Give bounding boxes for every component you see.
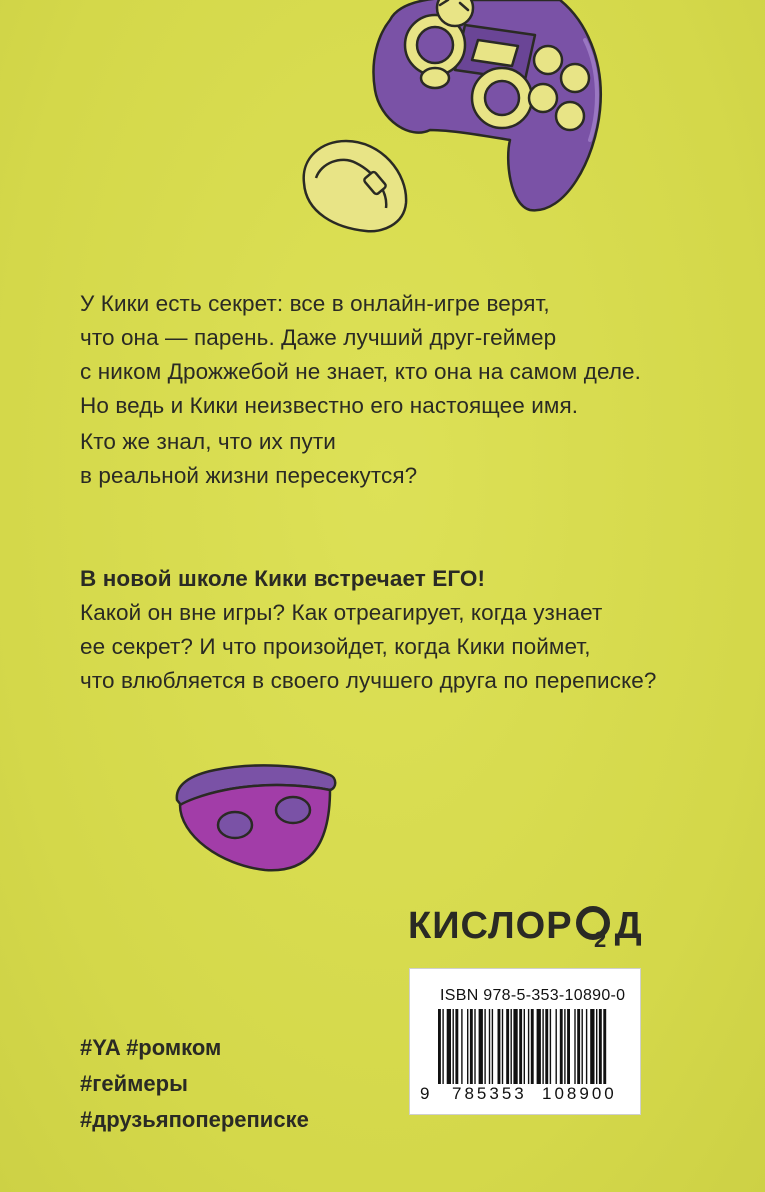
description-line: ее секрет? И что произойдет, когда Кики поймет, xyxy=(80,634,591,659)
barcode-bar xyxy=(545,1009,548,1084)
barcode-bar xyxy=(564,1009,565,1084)
barcode-bar xyxy=(550,1009,551,1084)
description-line: в реальной жизни пересекутся? xyxy=(80,463,418,488)
barcode-bar xyxy=(506,1009,509,1084)
barcode-bar xyxy=(502,1009,503,1084)
barcode-bar xyxy=(567,1009,570,1084)
logo-subscript: 2 xyxy=(593,927,607,948)
description-paragraph-3 xyxy=(80,562,657,698)
barcode-bar xyxy=(577,1009,580,1084)
logo-suffix: Д xyxy=(614,904,643,947)
barcode-bar xyxy=(560,1009,563,1084)
publisher-logo xyxy=(408,904,643,948)
description-line: с ником Дрожжебой не знает, кто она на самом деле. xyxy=(80,359,642,384)
barcode-bar xyxy=(556,1009,557,1084)
barcode-bar xyxy=(461,1009,462,1084)
isbn-text: ISBN 978-5-353-10890-0 xyxy=(440,987,626,1004)
description-line: что влюбляется в своего лучшего друга по переписке? xyxy=(80,668,657,693)
barcode-bar xyxy=(453,1009,454,1084)
barcode-bar xyxy=(498,1009,501,1084)
barcode-bar xyxy=(531,1009,534,1084)
barcode-bar xyxy=(467,1009,468,1084)
description-paragraph-2 xyxy=(80,425,417,493)
barcode-bar xyxy=(524,1009,525,1084)
barcode-bar xyxy=(474,1009,475,1084)
barcode-digits-right: 108900 xyxy=(542,1084,617,1103)
barcode-digit-first: 9 xyxy=(420,1084,430,1103)
barcode-bar xyxy=(511,1009,512,1084)
hashtag-line: #YA #ромком xyxy=(80,1035,222,1060)
hashtag-line: #друзьяпопереписке xyxy=(80,1107,309,1132)
barcode-bar xyxy=(470,1009,473,1084)
barcode-bar xyxy=(513,1009,517,1084)
description-line: У Кики есть секрет: все в онлайн-игре верят, xyxy=(80,291,550,316)
description-line: Какой он вне игры? Как отреагирует, когда узнает xyxy=(80,600,603,625)
description-line: Кто же знал, что их пути xyxy=(80,429,336,454)
logo-prefix: КИСЛОР xyxy=(408,904,573,947)
barcode-bar xyxy=(484,1009,485,1084)
hashtags xyxy=(80,1030,309,1138)
barcode-bar xyxy=(447,1009,451,1084)
barcode-bar xyxy=(590,1009,594,1084)
barcode-bar xyxy=(596,1009,597,1084)
logo-o2-mark xyxy=(574,904,614,948)
barcode-bar xyxy=(492,1009,493,1084)
barcode-label xyxy=(409,968,641,1115)
barcode-digits-left: 785353 xyxy=(452,1084,527,1103)
hashtag-line: #геймеры xyxy=(80,1071,188,1096)
barcode-bar xyxy=(586,1009,587,1084)
computer-mouse-icon xyxy=(296,133,416,235)
description-line: что она — парень. Даже лучший друг-геймер xyxy=(80,325,557,350)
description-paragraph-1 xyxy=(80,287,641,423)
barcode-bar xyxy=(489,1009,490,1084)
barcode-bar xyxy=(442,1009,443,1084)
barcode-bar xyxy=(603,1009,606,1084)
barcode-bar xyxy=(519,1009,522,1084)
barcode-bar xyxy=(542,1009,543,1084)
barcode-bar xyxy=(574,1009,575,1084)
barcode-bar xyxy=(479,1009,483,1084)
barcode-bar xyxy=(528,1009,529,1084)
barcode-bar xyxy=(455,1009,458,1084)
barcode-bar xyxy=(582,1009,583,1084)
description-line: Но ведь и Кики неизвестно его настоящее имя. xyxy=(80,393,579,418)
barcode-bar xyxy=(438,1009,441,1084)
description-headline: В новой школе Кики встречает ЕГО! xyxy=(80,566,486,591)
barcode-bar xyxy=(599,1009,602,1084)
vr-goggles-icon xyxy=(165,760,345,880)
barcode-bar xyxy=(537,1009,541,1084)
